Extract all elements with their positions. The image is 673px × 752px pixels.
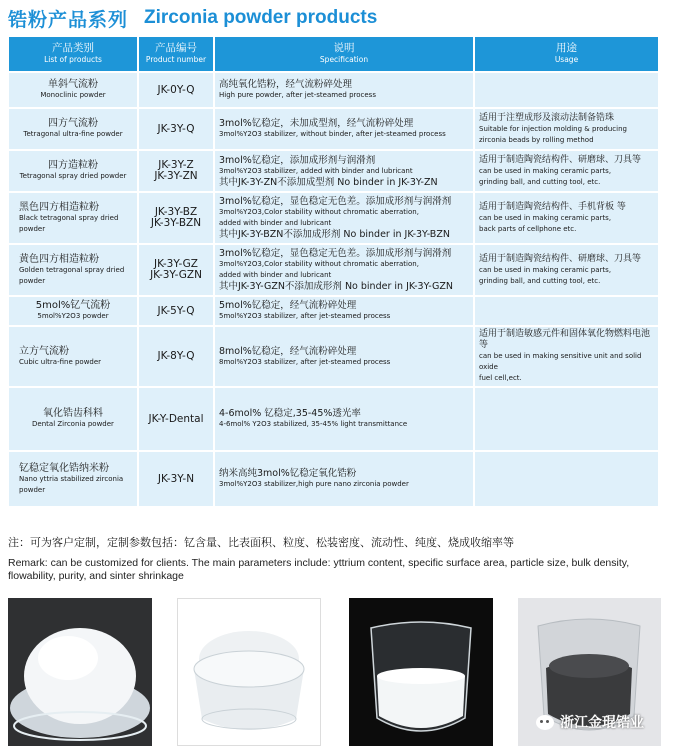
product-specification: 高纯氧化锆粉，经气流粉碎处理 High pure powder, after jet-steamed process bbox=[215, 73, 473, 107]
watermark bbox=[536, 712, 644, 732]
product-category: 黑色四方相造粒粉 Black tetragonal spray dried powder bbox=[9, 193, 137, 243]
photo-powder-bowl-2 bbox=[177, 598, 321, 746]
product-usage bbox=[475, 388, 658, 450]
product-usage: 适用于制造陶瓷结构件、手机背板 等 can be used in making ceramic parts, back parts of cellphone etc. bbox=[475, 193, 658, 243]
product-number: JK-3Y-GZ JK-3Y-GZN bbox=[139, 245, 213, 295]
product-specification: 8mol%钇稳定，经气流粉碎处理 8mol%Y2O3 stabilizer, after jet-steamed process bbox=[215, 327, 473, 386]
header-products: 产品类别 List of products bbox=[9, 37, 137, 71]
product-number: JK-3Y-N bbox=[139, 452, 213, 506]
product-usage: 适用于制造陶瓷结构件、研磨球、刀具等 can be used in making ceramic parts, grinding ball, and cutting tool, etc. bbox=[475, 245, 658, 295]
product-category: 钇稳定氧化锆纳米粉 Nano yttria stabilized zirconia powder bbox=[9, 452, 137, 506]
title-en: Zirconia powder products bbox=[144, 7, 378, 28]
table-row bbox=[9, 109, 658, 149]
page-title bbox=[8, 4, 377, 32]
product-specification: 3mol%钇稳定，显色稳定无色差。添加成形剂与润滑剂 3mol%Y2O3,Color stability without chromatic aberration, added with binder and lubricant 其中JK-3Y-GZN不添加成形剂 No binder in JK-3Y-GZN bbox=[215, 245, 473, 295]
product-category: 单斜气流粉 Monoclinic powder bbox=[9, 73, 137, 107]
product-usage: 适用于制造陶瓷结构件、研磨球、刀具等 can be used in making ceramic parts, grinding ball, and cutting tool, etc. bbox=[475, 151, 658, 191]
product-specification: 4-6mol% 钇稳定,35-45%透光率 4-6mol% Y2O3 stabilized, 35-45% light transmittance bbox=[215, 388, 473, 450]
product-category: 立方气流粉 Cubic ultra-fine powder bbox=[9, 327, 137, 386]
product-usage: 适用于注塑成形及滚动法制备锆珠 Suitable for injection molding & producing zirconia beads by rolling method bbox=[475, 109, 658, 149]
table-row bbox=[9, 245, 658, 295]
product-number: JK-0Y-Q bbox=[139, 73, 213, 107]
product-number: JK-Y-Dental bbox=[139, 388, 213, 450]
product-usage bbox=[475, 452, 658, 506]
product-category: 5mol%钇气流粉 5mol%Y2O3 powder bbox=[9, 297, 137, 325]
product-category: 黄色四方相造粒粉 Golden tetragonal spray dried powder bbox=[9, 245, 137, 295]
product-specification: 纳米高纯3mol%钇稳定氧化锆粉 3mol%Y2O3 stabilizer,high pure nano zirconia powder bbox=[215, 452, 473, 506]
header-specification: 说明 Specification bbox=[215, 37, 473, 71]
title-cn: 锆粉产品系列 bbox=[8, 8, 129, 31]
remark-cn: 注：可为客户定制，定制参数包括：钇含量、比表面积、粒度、松装密度、流动性、纯度、烧成收缩率等 bbox=[8, 536, 514, 549]
product-number: JK-8Y-Q bbox=[139, 327, 213, 386]
header-usage: 用途 Usage bbox=[475, 37, 658, 71]
product-number: JK-5Y-Q bbox=[139, 297, 213, 325]
photo-glass-white bbox=[349, 598, 493, 746]
product-number: JK-3Y-BZ JK-3Y-BZN bbox=[139, 193, 213, 243]
product-category: 氧化锆齿科料 Dental Zirconia powder bbox=[9, 388, 137, 450]
table-row bbox=[9, 452, 658, 506]
table-row bbox=[9, 73, 658, 107]
wechat-icon bbox=[536, 715, 554, 730]
table-row bbox=[9, 151, 658, 191]
table-row bbox=[9, 193, 658, 243]
photo-powder-bowl-1 bbox=[8, 598, 152, 746]
product-usage: 适用于制造敏感元件和固体氧化物燃料电池等 can be used in making sensitive unit and solid oxide fuel cell,ect. bbox=[475, 327, 658, 386]
table-header-row bbox=[9, 37, 658, 71]
product-specification: 3mol%钇稳定，未加成型剂，经气流粉碎处理 3mol%Y2O3 stabilizer, without binder, after jet-steamed process bbox=[215, 109, 473, 149]
table-row bbox=[9, 297, 658, 325]
product-specification: 5mol%钇稳定，经气流粉碎处理 5mol%Y2O3 stabilizer, after jet-steamed process bbox=[215, 297, 473, 325]
product-specification: 3mol%钇稳定，显色稳定无色差。添加成形剂与润滑剂 3mol%Y2O3,Color stability without chromatic aberration, added with binder and lubricant 其中JK-3Y-BZN不添加成形剂 No binder in JK-3Y-BZN bbox=[215, 193, 473, 243]
product-category: 四方气流粉 Tetragonal ultra-fine powder bbox=[9, 109, 137, 149]
remark-en: Remark: can be customized for clients. The main parameters include: yttrium content, specific surface area, particle size, bulk density, flowability, purity, and sinter shrinkage bbox=[8, 557, 630, 582]
table-row bbox=[9, 327, 658, 386]
product-usage bbox=[475, 297, 658, 325]
product-specification: 3mol%钇稳定，添加成形剂与润滑剂 3mol%Y2O3 stabilizer, added with binder and lubricant 其中JK-3Y-ZN不添加成型剂 No binder in JK-3Y-ZN bbox=[215, 151, 473, 191]
product-number: JK-3Y-Q bbox=[139, 109, 213, 149]
table-row bbox=[9, 388, 658, 450]
watermark-text: 浙江金琨锆业 bbox=[560, 715, 644, 731]
product-number: JK-3Y-Z JK-3Y-ZN bbox=[139, 151, 213, 191]
header-number: 产品编号 Product number bbox=[139, 37, 213, 71]
product-usage bbox=[475, 73, 658, 107]
product-category: 四方造粒粉 Tetragonal spray dried powder bbox=[9, 151, 137, 191]
product-table bbox=[7, 35, 660, 508]
